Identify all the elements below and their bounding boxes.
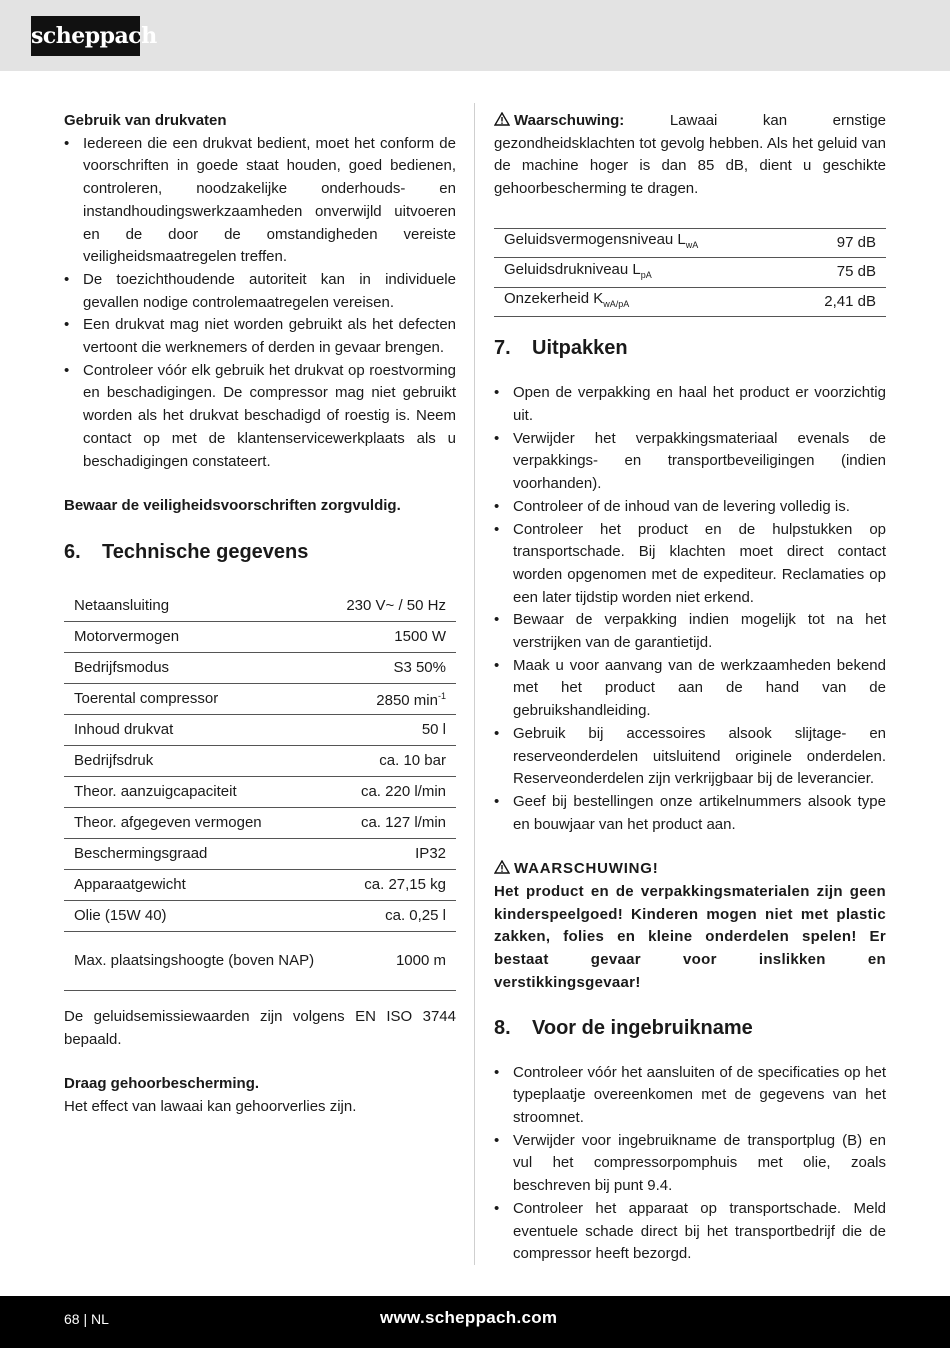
table-row <box>64 900 456 931</box>
noise-note: De geluidsemissiewaarden zijn volgens EN ISO 3744 bepaald. <box>64 1007 456 1048</box>
list-item: • Controleer het product en de hulpstukken op transportschade. Bij klachten moet direct contact worden opgenomen met de expediteur. Reclamaties op een later tijdstip worden niet erkend. <box>494 519 886 610</box>
warning-triangle-icon <box>494 112 510 126</box>
hearing-text: Het effect van lawaai kan gehoorverlies zijn. <box>64 1098 357 1116</box>
table-row <box>64 838 456 869</box>
spec-label: Beschermingsgraad <box>64 838 332 869</box>
table-row <box>494 228 886 258</box>
spec-label: Bedrijfsdruk <box>64 745 332 776</box>
spec-label: Theor. afgegeven vermogen <box>64 807 332 838</box>
vessel-list <box>64 133 456 474</box>
list-item: • Gebruik bij accessoires alsook slijtage- en reserveonderdelen uitsluitend originele onderdelen. Reserveonderdelen zijn verkrijgbaar bij de leverancier. <box>494 723 886 791</box>
spec-value: ca. 27,15 kg <box>332 869 456 900</box>
tech-table <box>64 591 456 991</box>
noise-value: 2,41 dB <box>788 287 886 317</box>
spec-label: Inhoud drukvat <box>64 714 332 745</box>
list-item: • Een drukvat mag niet worden gebruikt als het defecten vertoont die werknemers of derden in gevaar brengen. <box>64 314 456 359</box>
warning-label: Waarschuwing: <box>514 112 625 129</box>
spec-value: 50 l <box>332 714 456 745</box>
list-item: • Verwijder voor ingebruikname de transportplug (B) en vul het compressorpomphuis met olie, zoals beschreven bij punt 9.4. <box>494 1130 886 1198</box>
table-row <box>64 745 456 776</box>
spec-value: S3 50% <box>332 652 456 683</box>
noise-label: Geluidsvermogensniveau $L_{wA}$ <box>494 228 788 258</box>
left-column <box>64 110 456 1119</box>
spec-value: ca. 220 l/min <box>332 776 456 807</box>
list-item: • Geef bij bestellingen onze artikelnummers alsook type en bouwjaar van het product aan. <box>494 791 886 836</box>
table-row <box>494 287 886 317</box>
list-item: • Iedereen die een drukvat bedient, moet het conform de voorschriften in goede staat houden, goed bedienen, controleren, noodzakelijke onderhouds- en instandhoudingswerkzaamheden onverwijld uitvoeren en de door de omstandigheden vereiste veiligheidsmaatregelen treffen. <box>64 133 456 269</box>
table-row <box>64 621 456 652</box>
table-row <box>64 714 456 745</box>
warning2-text: Het product en de verpakkingsmaterialen zijn geen kinderspeelgoed! Kinderen mogen niet met plastic zakken, folies en kleine onderdelen spelen! Er bestaat gevaar voor inslikken en verstikkingsgevaar! <box>494 883 886 991</box>
unpack-list <box>494 382 886 836</box>
table-row <box>494 258 886 288</box>
page-header <box>0 0 950 71</box>
section-heading-unpack: 7. Uitpakken <box>494 337 628 360</box>
spec-label: Motorvermogen <box>64 621 332 652</box>
list-item: • Controleer vóór het aansluiten of de specificaties op het typeplaatje overeenkomen met de gegevens van het stroomnet. <box>494 1062 886 1130</box>
section-heading-startup: 8. Voor de ingebruikname <box>494 1016 753 1039</box>
list-item: • De toezichthoudende autoriteit kan in individuele gevallen nodige controlemaatregelen vereisen. <box>64 269 456 314</box>
list-item: • Controleer vóór elk gebruik het drukvat op roestvorming en beschadigingen. De compressor mag niet gebruikt worden als het drukvat beschadigd of roestig is. Neem contact op met de klantenservicewerkplaats als u beschadigingen constateert. <box>64 360 456 474</box>
warning-text: Lawaai kan ernstige gezondheidsklachten tot gevolg hebben. Als het geluid van de machine hoger is dan 85 dB, dient u geschikte gehoorbescherming te dragen. <box>494 112 887 198</box>
spec-label: Theor. aanzuigcapaciteit <box>64 776 332 807</box>
spec-value: ca. 127 l/min <box>332 807 456 838</box>
spec-value: 1500 W <box>332 621 456 652</box>
spec-label: Max. plaatsingshoogte (boven NAP) <box>64 931 332 990</box>
table-row <box>64 807 456 838</box>
list-item: • Controleer het apparaat op transportschade. Meld eventuele schade direct bij het transportbedrijf die de compressor heeft bezorgd. <box>494 1198 886 1266</box>
spec-value: 2850 $\min^{-1}$ <box>332 683 456 714</box>
list-item: • Bewaar de verpakking indien mogelijk tot na het verstrijken van de garantietijd. <box>494 609 886 654</box>
noise-warning <box>494 110 886 201</box>
spec-value: ca. 10 bar <box>332 745 456 776</box>
spec-label: Olie (15W 40) <box>64 900 332 931</box>
noise-label: Onzekerheid $K_{wA/pA}$ <box>494 287 788 317</box>
table-row <box>64 869 456 900</box>
brand-logo: scheppach <box>31 16 140 56</box>
spec-value: 1000 m <box>332 931 456 990</box>
page-number: 68 | NL <box>64 1311 109 1327</box>
table-row <box>64 683 456 714</box>
list-item: • Verwijder het verpakkingsmateriaal evenals de verpakkings- en transportbeveiligingen (indien voorhanden). <box>494 428 886 496</box>
spec-label: Netaansluiting <box>64 591 332 622</box>
spec-label: Toerental compressor <box>64 683 332 714</box>
list-item: • Open de verpakking en haal het product er voorzichtig uit. <box>494 382 886 427</box>
column-divider <box>474 103 475 1265</box>
noise-value: 97 dB <box>788 228 886 258</box>
table-row <box>64 591 456 622</box>
section-heading-tech: 6. Technische gegevens <box>64 540 309 563</box>
warning-triangle-icon <box>494 860 510 874</box>
spec-value: ca. 0,25 l <box>332 900 456 931</box>
spec-label: Bedrijfsmodus <box>64 652 332 683</box>
noise-value: 75 dB <box>788 258 886 288</box>
vessel-title: Gebruik van drukvaten <box>64 112 227 129</box>
footer-url[interactable]: www.scheppach.com <box>380 1308 558 1327</box>
hearing-title: Draag gehoorbescherming. <box>64 1075 260 1093</box>
table-row <box>64 776 456 807</box>
table-row <box>64 652 456 683</box>
spec-label: Apparaatgewicht <box>64 869 332 900</box>
table-row <box>64 931 456 990</box>
keep-instructions: Bewaar de veiligheidsvoorschriften zorgvuldig. <box>64 497 401 515</box>
noise-table <box>494 228 886 318</box>
list-item: • Controleer of de inhoud van de levering volledig is. <box>494 496 886 519</box>
spec-value: IP32 <box>332 838 456 869</box>
right-column <box>494 110 886 1266</box>
startup-list <box>494 1062 886 1266</box>
list-item: • Maak u voor aanvang van de werkzaamheden bekend met het product aan de hand van de gebruikshandleiding. <box>494 655 886 723</box>
spec-value: 230 V~ / 50 Hz <box>332 591 456 622</box>
noise-label: Geluidsdrukniveau $L_{pA}$ <box>494 258 788 288</box>
warning2-title: WAARSCHUWING! <box>494 858 886 881</box>
page-footer <box>0 1296 950 1348</box>
